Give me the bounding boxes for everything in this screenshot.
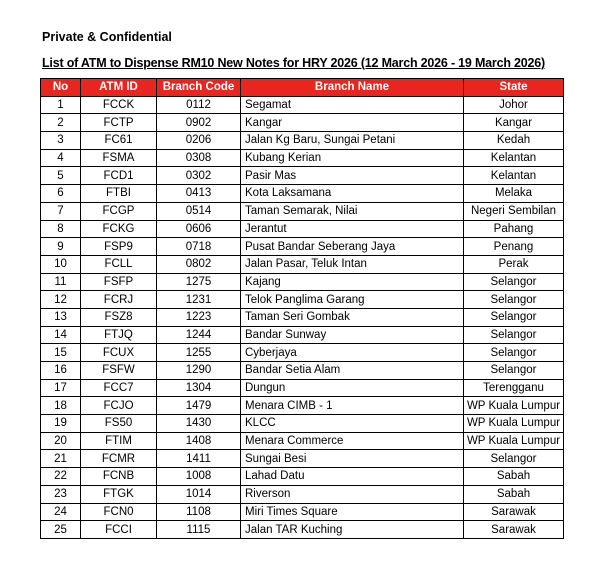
cell-branch-name: Lahad Datu bbox=[241, 468, 464, 486]
cell-state: Selangor bbox=[464, 308, 564, 326]
table-row bbox=[41, 379, 564, 397]
cell-atm-id: FTBI bbox=[81, 185, 157, 203]
cell-state: Selangor bbox=[464, 450, 564, 468]
cell-atm-id: FCUX bbox=[81, 344, 157, 362]
cell-state: Selangor bbox=[464, 362, 564, 380]
cell-branch-code: 0902 bbox=[157, 114, 241, 132]
cell-branch-code: 0413 bbox=[157, 185, 241, 203]
cell-atm-id: FCTP bbox=[81, 114, 157, 132]
cell-atm-id: FCC7 bbox=[81, 379, 157, 397]
cell-branch-name: Jalan TAR Kuching bbox=[241, 521, 464, 539]
cell-branch-name: Kota Laksamana bbox=[241, 185, 464, 203]
cell-atm-id: FTGK bbox=[81, 485, 157, 503]
cell-no: 10 bbox=[41, 255, 81, 273]
cell-atm-id: FCGP bbox=[81, 202, 157, 220]
cell-no: 17 bbox=[41, 379, 81, 397]
cell-state: Sabah bbox=[464, 485, 564, 503]
table-row bbox=[41, 397, 564, 415]
cell-branch-name: Pasir Mas bbox=[241, 167, 464, 185]
cell-branch-code: 1290 bbox=[157, 362, 241, 380]
table-row bbox=[41, 326, 564, 344]
cell-branch-code: 1223 bbox=[157, 308, 241, 326]
table-row bbox=[41, 415, 564, 433]
cell-branch-code: 0718 bbox=[157, 238, 241, 256]
cell-atm-id: FCNB bbox=[81, 468, 157, 486]
cell-atm-id: FC61 bbox=[81, 132, 157, 150]
table-row bbox=[41, 468, 564, 486]
cell-branch-name: Cyberjaya bbox=[241, 344, 464, 362]
cell-atm-id: FCKG bbox=[81, 220, 157, 238]
cell-branch-name: Miri Times Square bbox=[241, 503, 464, 521]
table-row bbox=[41, 450, 564, 468]
table-header-row bbox=[41, 79, 564, 97]
table-row bbox=[41, 503, 564, 521]
cell-state: Kelantan bbox=[464, 167, 564, 185]
cell-state: Kedah bbox=[464, 132, 564, 150]
cell-atm-id: FCCK bbox=[81, 96, 157, 114]
cell-branch-name: Jerantut bbox=[241, 220, 464, 238]
cell-no: 1 bbox=[41, 96, 81, 114]
cell-branch-name: Pusat Bandar Seberang Jaya bbox=[241, 238, 464, 256]
cell-branch-name: KLCC bbox=[241, 415, 464, 433]
cell-branch-code: 1479 bbox=[157, 397, 241, 415]
cell-branch-name: Telok Panglima Garang bbox=[241, 291, 464, 309]
cell-atm-id: FSFP bbox=[81, 273, 157, 291]
cell-branch-name: Segamat bbox=[241, 96, 464, 114]
cell-branch-code: 0206 bbox=[157, 132, 241, 150]
table-row bbox=[41, 220, 564, 238]
cell-branch-name: Jalan Pasar, Teluk Intan bbox=[241, 255, 464, 273]
cell-no: 13 bbox=[41, 308, 81, 326]
cell-no: 7 bbox=[41, 202, 81, 220]
cell-atm-id: FCCI bbox=[81, 521, 157, 539]
cell-no: 22 bbox=[41, 468, 81, 486]
cell-branch-name: Riverson bbox=[241, 485, 464, 503]
column-header-state: State bbox=[464, 79, 564, 97]
cell-branch-name: Jalan Kg Baru, Sungai Petani bbox=[241, 132, 464, 150]
cell-state: WP Kuala Lumpur bbox=[464, 415, 564, 433]
table-row bbox=[41, 114, 564, 132]
cell-branch-code: 1304 bbox=[157, 379, 241, 397]
cell-branch-name: Bandar Setia Alam bbox=[241, 362, 464, 380]
cell-branch-code: 0302 bbox=[157, 167, 241, 185]
atm-table bbox=[40, 78, 564, 539]
cell-state: Sabah bbox=[464, 468, 564, 486]
cell-branch-name: Bandar Sunway bbox=[241, 326, 464, 344]
cell-no: 24 bbox=[41, 503, 81, 521]
cell-branch-code: 1244 bbox=[157, 326, 241, 344]
cell-atm-id: FCRJ bbox=[81, 291, 157, 309]
table-row bbox=[41, 362, 564, 380]
cell-atm-id: FS50 bbox=[81, 415, 157, 433]
cell-state: Sarawak bbox=[464, 503, 564, 521]
cell-no: 18 bbox=[41, 397, 81, 415]
cell-state: Melaka bbox=[464, 185, 564, 203]
column-header-branch-code: Branch Code bbox=[157, 79, 241, 97]
cell-state: Sarawak bbox=[464, 521, 564, 539]
cell-atm-id: FCN0 bbox=[81, 503, 157, 521]
cell-state: Pahang bbox=[464, 220, 564, 238]
cell-state: Johor bbox=[464, 96, 564, 114]
cell-branch-code: 1108 bbox=[157, 503, 241, 521]
cell-branch-name: Menara Commerce bbox=[241, 432, 464, 450]
cell-state: Penang bbox=[464, 238, 564, 256]
table-row bbox=[41, 202, 564, 220]
cell-no: 5 bbox=[41, 167, 81, 185]
cell-branch-name: Kajang bbox=[241, 273, 464, 291]
confidential-label: Private & Confidential bbox=[42, 30, 172, 44]
cell-no: 12 bbox=[41, 291, 81, 309]
cell-state: Selangor bbox=[464, 273, 564, 291]
cell-atm-id: FTIM bbox=[81, 432, 157, 450]
cell-atm-id: FTJQ bbox=[81, 326, 157, 344]
table-row bbox=[41, 185, 564, 203]
cell-no: 8 bbox=[41, 220, 81, 238]
cell-state: Selangor bbox=[464, 291, 564, 309]
cell-state: Selangor bbox=[464, 326, 564, 344]
cell-branch-code: 1430 bbox=[157, 415, 241, 433]
column-header-atm-id: ATM ID bbox=[81, 79, 157, 97]
cell-no: 16 bbox=[41, 362, 81, 380]
table-row bbox=[41, 132, 564, 150]
cell-atm-id: FSFW bbox=[81, 362, 157, 380]
table-row bbox=[41, 485, 564, 503]
cell-state: Terengganu bbox=[464, 379, 564, 397]
cell-branch-name: Taman Semarak, Nilai bbox=[241, 202, 464, 220]
cell-branch-code: 1275 bbox=[157, 273, 241, 291]
cell-atm-id: FSP9 bbox=[81, 238, 157, 256]
cell-no: 11 bbox=[41, 273, 81, 291]
cell-branch-code: 0514 bbox=[157, 202, 241, 220]
cell-branch-code: 1255 bbox=[157, 344, 241, 362]
table-row bbox=[41, 521, 564, 539]
table-row bbox=[41, 291, 564, 309]
cell-branch-name: Taman Seri Gombak bbox=[241, 308, 464, 326]
cell-atm-id: FSZ8 bbox=[81, 308, 157, 326]
table-row bbox=[41, 344, 564, 362]
cell-state: WP Kuala Lumpur bbox=[464, 432, 564, 450]
table-row bbox=[41, 167, 564, 185]
column-header-branch-name: Branch Name bbox=[241, 79, 464, 97]
cell-atm-id: FCJO bbox=[81, 397, 157, 415]
table-row bbox=[41, 96, 564, 114]
cell-state: Negeri Sembilan bbox=[464, 202, 564, 220]
table-body bbox=[41, 96, 564, 538]
table-row bbox=[41, 238, 564, 256]
column-header-no: No bbox=[41, 79, 81, 97]
cell-no: 20 bbox=[41, 432, 81, 450]
cell-no: 2 bbox=[41, 114, 81, 132]
cell-branch-name: Kubang Kerian bbox=[241, 149, 464, 167]
cell-state: WP Kuala Lumpur bbox=[464, 397, 564, 415]
cell-state: Kangar bbox=[464, 114, 564, 132]
cell-branch-code: 1231 bbox=[157, 291, 241, 309]
cell-no: 15 bbox=[41, 344, 81, 362]
cell-no: 25 bbox=[41, 521, 81, 539]
table-row bbox=[41, 149, 564, 167]
cell-branch-code: 1408 bbox=[157, 432, 241, 450]
cell-no: 23 bbox=[41, 485, 81, 503]
cell-branch-code: 1411 bbox=[157, 450, 241, 468]
cell-state: Kelantan bbox=[464, 149, 564, 167]
cell-branch-code: 0606 bbox=[157, 220, 241, 238]
cell-branch-code: 0802 bbox=[157, 255, 241, 273]
cell-no: 14 bbox=[41, 326, 81, 344]
cell-branch-code: 1115 bbox=[157, 521, 241, 539]
cell-no: 19 bbox=[41, 415, 81, 433]
cell-no: 6 bbox=[41, 185, 81, 203]
table-row bbox=[41, 308, 564, 326]
cell-branch-name: Sungai Besi bbox=[241, 450, 464, 468]
cell-state: Perak bbox=[464, 255, 564, 273]
cell-branch-name: Dungun bbox=[241, 379, 464, 397]
table-row bbox=[41, 273, 564, 291]
cell-atm-id: FSMA bbox=[81, 149, 157, 167]
cell-no: 4 bbox=[41, 149, 81, 167]
cell-branch-code: 1014 bbox=[157, 485, 241, 503]
cell-atm-id: FCMR bbox=[81, 450, 157, 468]
cell-no: 21 bbox=[41, 450, 81, 468]
cell-no: 3 bbox=[41, 132, 81, 150]
cell-state: Selangor bbox=[464, 344, 564, 362]
cell-branch-code: 1008 bbox=[157, 468, 241, 486]
cell-atm-id: FCD1 bbox=[81, 167, 157, 185]
document-title: List of ATM to Dispense RM10 New Notes for HRY 2026 (12 March 2026 - 19 March 2026) bbox=[42, 56, 546, 70]
cell-no: 9 bbox=[41, 238, 81, 256]
cell-branch-code: 0112 bbox=[157, 96, 241, 114]
table-row bbox=[41, 255, 564, 273]
cell-branch-code: 0308 bbox=[157, 149, 241, 167]
cell-atm-id: FCLL bbox=[81, 255, 157, 273]
cell-branch-name: Menara CIMB - 1 bbox=[241, 397, 464, 415]
table-row bbox=[41, 432, 564, 450]
cell-branch-name: Kangar bbox=[241, 114, 464, 132]
